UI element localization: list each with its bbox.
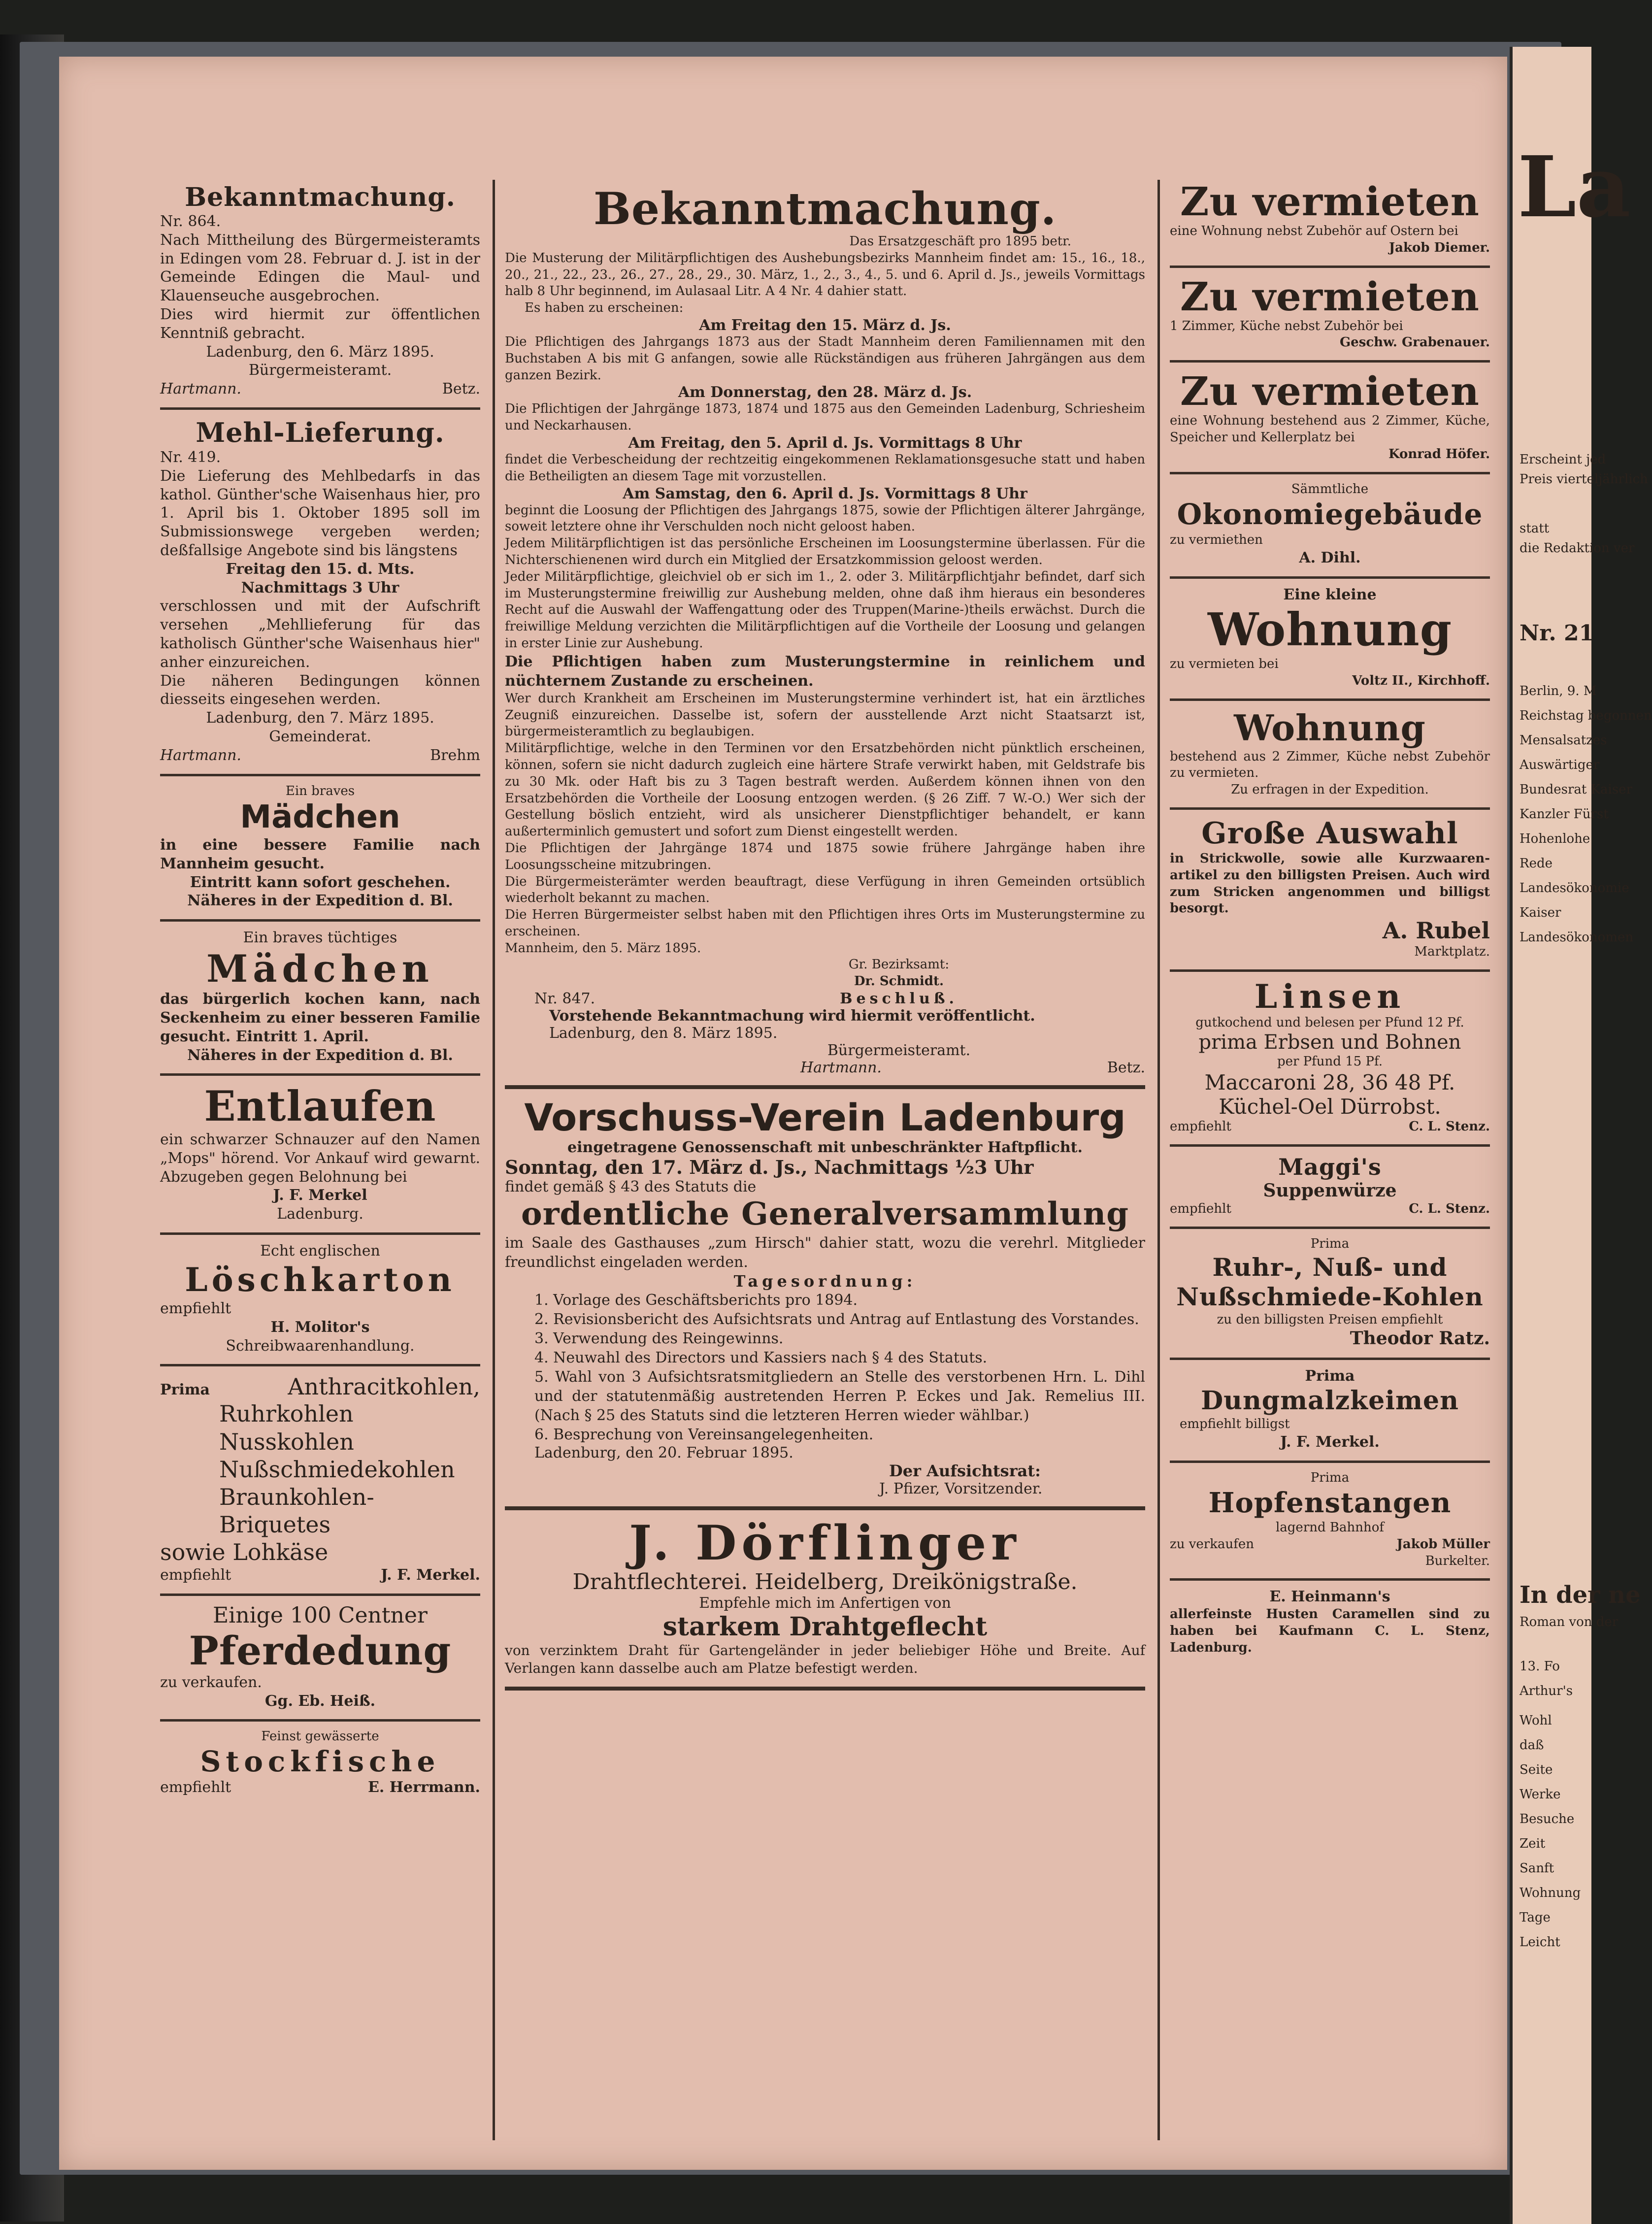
next-page-fragment: Reichstag begonnen bbox=[1520, 708, 1652, 723]
divider bbox=[160, 1593, 480, 1596]
notice-signature: Betz. bbox=[1107, 1059, 1145, 1077]
ad-text: eine Wohnung bestehend aus 2 Zimmer, Küche, Speicher und Kellerplatz bei bbox=[1170, 413, 1490, 445]
divider bbox=[1170, 266, 1490, 268]
ad-text: Empfehle mich im Anfertigen von bbox=[699, 1594, 951, 1612]
next-page-fragment: Landesökonomie bbox=[1520, 881, 1629, 896]
next-page-masthead: La bbox=[1518, 138, 1631, 236]
ad-text: in Strickwolle, sowie alle Kurzwaaren-artikel zu den billigsten Preisen. Auch wird zum Stricken angenommen und billigst besorgt. bbox=[1170, 851, 1490, 916]
ad-grosse-auswahl bbox=[1170, 817, 1490, 961]
next-page-fragment: Arthur's bbox=[1520, 1684, 1573, 1698]
notice-paragraph: Die Herren Bürgermeister selbst haben mit den Pflichtigen ihres Orts im Musterungstermine zu erscheinen. bbox=[505, 907, 1145, 939]
next-page-fragment: Berlin, 9. M bbox=[1520, 684, 1597, 698]
ad-hopfenstangen bbox=[1170, 1470, 1490, 1569]
notice-paragraph: Vorstehende Bekanntmachung wird hiermit veröffentlicht. bbox=[549, 1007, 1035, 1025]
ad-text: per Pfund 15 Pf. bbox=[1277, 1054, 1383, 1069]
ad-text: gutkochend und belesen per Pfund 12 Pf. bbox=[1195, 1015, 1464, 1030]
notice-signature: J. Pfizer, Vorsitzender. bbox=[879, 1480, 1043, 1498]
ad-text: ein schwarzer Schnauzer auf den Namen „Mops" hörend. Vor Ankauf wird gewarnt. Abzugeben gegen Belohnung bei bbox=[160, 1131, 480, 1186]
notice-paragraph: Die Pflichtigen des Jahrgangs 1873 aus der Stadt Mannheim deren Familiennamen mit den Buchstaben A bis mit G anfangen, sowie alle Rückständigen aus früheren Jahrgängen aus dem ganzen Bezirk. bbox=[505, 334, 1145, 383]
agenda-item: 1. Vorlage des Geschäftsberichts pro 1894. bbox=[534, 1292, 858, 1309]
ad-title: Zu vermieten bbox=[1180, 273, 1480, 320]
ad-item: Ruhrkohlen bbox=[219, 1400, 354, 1427]
notice-paragraph: Jeder Militärpflichtige, gleichviel ob er sich im 1., 2. oder 3. Militärpflichtjahr befindet, darf sich im Musterungstermine freiwillig zur Aushebung melden, ohne daß ihm hieraus ein besonderes Recht auf die Auswahl der Waffengattung oder des Truppen(Marine-)theils erwächst. Durch die freiwillige Meldung verzichten die Militärpflichtigen auf die Vortheile der Loosung und gelangen in erster Linie zur Aushebung. bbox=[505, 569, 1145, 651]
notice-subtitle: Das Ersatzgeschäft pro 1895 betr. bbox=[849, 234, 1071, 249]
ad-pretitle: Echt englischen bbox=[260, 1242, 380, 1260]
ad-signature: E. Herrmann. bbox=[367, 1778, 480, 1796]
next-page-fragment: Landesökonomen bbox=[1520, 930, 1634, 945]
next-page-fragment: In der ne bbox=[1520, 1581, 1641, 1609]
column-rule bbox=[1157, 180, 1160, 2140]
ad-title: Linsen bbox=[1254, 977, 1406, 1016]
ad-signature: Voltz II., Kirchhoff. bbox=[1352, 673, 1490, 688]
notice-signature: Hartmann. bbox=[800, 1059, 882, 1077]
ad-title: Hopfenstangen bbox=[1208, 1486, 1452, 1519]
agenda-item: 3. Verwendung des Reingewinns. bbox=[534, 1330, 784, 1348]
ad-text: prima Erbsen und Bohnen bbox=[1198, 1031, 1461, 1054]
next-page-fragment: Auswärtiger bbox=[1520, 758, 1600, 772]
notice-office: Der Aufsichtsrat: bbox=[889, 1461, 1041, 1481]
notice-signature: Hartmann. bbox=[160, 380, 241, 398]
ad-text: empfiehlt bbox=[160, 1300, 231, 1318]
ad-text: empfiehlt billigst bbox=[1180, 1417, 1290, 1432]
next-page-fragment: 13. Fo bbox=[1520, 1659, 1560, 1674]
ad-pretitle: Sämmtliche bbox=[1291, 481, 1369, 497]
ad-signature: J. F. Merkel. bbox=[1280, 1433, 1380, 1451]
notice-deadline: Nachmittags 3 Uhr bbox=[241, 579, 399, 597]
next-page-fragment: Wohnung bbox=[1520, 1886, 1581, 1900]
divider bbox=[160, 1232, 480, 1235]
ad-title: Zu vermieten bbox=[1180, 368, 1480, 415]
divider bbox=[160, 1073, 480, 1076]
next-page-fragment: Mensalsatzes bbox=[1520, 733, 1607, 748]
next-page-fragment: statt bbox=[1520, 521, 1550, 536]
ad-signature: J. F. Merkel. bbox=[381, 1566, 480, 1584]
notice-paragraph: findet gemäß § 43 des Statuts die bbox=[505, 1178, 757, 1196]
next-page-fragment: Rede bbox=[1520, 856, 1553, 871]
ad-text: empfiehlt bbox=[1170, 1119, 1231, 1134]
notice-title: Bekanntmachung. bbox=[185, 182, 456, 212]
notice-signature: Hartmann. bbox=[160, 746, 241, 764]
notice-paragraph: Es haben zu erscheinen: bbox=[525, 300, 684, 316]
ad-title: Pferdedung bbox=[189, 1627, 452, 1674]
notice-event: ordentliche Generalversammlung bbox=[521, 1195, 1129, 1233]
notice-date: Mannheim, den 5. März 1895. bbox=[505, 940, 701, 956]
agenda-item: 4. Neuwahl des Directors und Kassiers nach § 4 des Statuts. bbox=[534, 1349, 988, 1367]
ad-pretitle: Prima bbox=[1310, 1236, 1350, 1251]
notice-office: Gr. Bezirksamt: bbox=[848, 957, 950, 972]
divider bbox=[160, 919, 480, 922]
ad-signature: A. Dihl. bbox=[1299, 549, 1361, 566]
ad-title: Wohnung bbox=[1234, 706, 1426, 749]
notice-title: Mehl-Lieferung. bbox=[196, 416, 445, 448]
notice-paragraph: findet die Verbescheidung der rechtzeitig eingekommenen Reklamationsgesuche statt und haben die Betheiligten an diesem Tage mit vorzustellen. bbox=[505, 452, 1145, 484]
ad-item: Nusskohlen bbox=[219, 1428, 354, 1455]
ad-signature: Jakob Diemer. bbox=[1388, 240, 1490, 255]
ad-pretitle: Prima bbox=[1310, 1470, 1350, 1486]
next-page-fragment: Roman von der bbox=[1520, 1615, 1619, 1629]
agenda-item: 5. Wahl von 3 Aufsichtsratsmitgliedern an Stelle des verstorbenen Hrn. L. Dihl und der statutenmäßig austretenden Herren P. Eckes und Jak. Remelius III. (Nach § 25 des Statuts sind die letzteren Herren wieder wählbar.) bbox=[534, 1368, 1145, 1425]
ad-zu-vermieten-3 bbox=[1170, 369, 1490, 463]
divider bbox=[1170, 1144, 1490, 1147]
notice-paragraph: Die Pflichtigen haben zum Musterungstermine in reinlichem und nüchternem Zustande zu erscheinen. bbox=[505, 653, 1145, 690]
next-page-fragment: Sanft bbox=[1520, 1861, 1554, 1876]
notice-date: Ladenburg, den 20. Februar 1895. bbox=[534, 1444, 793, 1462]
ad-product: starkem Drahtgeflecht bbox=[662, 1611, 988, 1642]
next-page-fragment: Preis vierteljährlich bbox=[1520, 472, 1648, 487]
divider bbox=[160, 1364, 480, 1366]
notice-subtitle: eingetragene Genossenschaft mit unbeschränkter Haftpflicht. bbox=[567, 1139, 1083, 1157]
ad-title: Mädchen bbox=[240, 799, 400, 836]
agenda-title: Tagesordnung: bbox=[733, 1272, 917, 1291]
divider bbox=[160, 774, 480, 776]
ad-subtitle: Suppenwürze bbox=[1263, 1180, 1397, 1201]
notice-text: Nach Mittheilung des Bürgermeisteramts in Edingen vom 28. Februar d. J. ist in der Gemeinde Edingen die Maul- und Klauenseuche ausgebrochen. bbox=[160, 231, 480, 305]
ad-signature: Gg. Eb. Heiß. bbox=[264, 1692, 376, 1710]
ad-title: J. Dörflinger bbox=[629, 1515, 1021, 1571]
ad-signature: J. F. Merkel bbox=[273, 1187, 367, 1204]
next-page-fragment: Leicht bbox=[1520, 1935, 1560, 1950]
ad-title: Mädchen bbox=[206, 946, 434, 991]
ad-husten-caramellen bbox=[1170, 1588, 1490, 1656]
divider bbox=[160, 407, 480, 410]
ad-doerflinger bbox=[505, 1517, 1145, 1677]
notice-number: Nr. 847. bbox=[534, 990, 595, 1008]
ad-linsen bbox=[1170, 979, 1490, 1135]
ad-title: Wohnung bbox=[1207, 603, 1453, 657]
ad-pferdedung bbox=[160, 1603, 480, 1711]
notice-paragraph: Wer durch Krankheit am Erscheinen im Musterungstermine verhindert ist, hat ein ärztliches Zeugniß einzureichen. Dasselbe ist, sofern der ausstellende Arzt nicht Staatsarzt ist, bürgermeisteramtlich zu beglaubigen. bbox=[505, 691, 1145, 739]
next-page-edge bbox=[1510, 47, 1652, 2224]
ad-item: Anthracitkohlen, bbox=[288, 1373, 480, 1400]
notice-signature: Dr. Schmidt. bbox=[854, 974, 944, 989]
divider bbox=[160, 1719, 480, 1722]
ad-place: Ladenburg. bbox=[277, 1205, 363, 1223]
ad-title: Okonomiegebäude bbox=[1177, 498, 1483, 531]
ad-pretitle: Ein braves bbox=[285, 783, 355, 798]
divider bbox=[505, 1687, 1145, 1691]
divider bbox=[1170, 969, 1490, 972]
ad-signature: A. Rubel bbox=[1382, 917, 1490, 944]
next-page-fragment: daß bbox=[1520, 1738, 1544, 1753]
ad-pretitle: Feinst gewässerte bbox=[261, 1729, 379, 1744]
next-page-fragment: Erscheint jed bbox=[1520, 452, 1606, 467]
ad-text: in eine bessere Familie nach Mannheim gesucht. bbox=[160, 836, 480, 872]
ad-text: empfiehlt bbox=[1170, 1201, 1231, 1216]
ad-maggi bbox=[1170, 1154, 1490, 1218]
notice-musterung bbox=[505, 185, 1145, 1076]
ad-firm: Schreibwaarenhandlung. bbox=[226, 1337, 415, 1355]
ad-title: Löschkarton bbox=[185, 1260, 456, 1299]
divider bbox=[1170, 360, 1490, 363]
divider bbox=[1170, 1227, 1490, 1229]
notice-deadline: Freitag den 15. d. Mts. bbox=[226, 560, 415, 578]
notice-office: Bürgermeisteramt. bbox=[827, 1042, 971, 1060]
ad-dungmalzkeimen bbox=[1170, 1367, 1490, 1452]
column-rule bbox=[493, 180, 495, 2140]
notice-paragraph: Jedem Militärpflichtigen ist das persönliche Erscheinen im Loosungstermine überlassen. Für die Nichterschienenen wird durch ein Mitglied der Ersatzkommission geloost werden. bbox=[505, 536, 1145, 567]
ad-pretitle: Eine kleine bbox=[1283, 586, 1377, 603]
ad-signature: C. L. Stenz. bbox=[1409, 1201, 1490, 1216]
notice-text: verschlossen und mit der Aufschrift versehen „Mehllieferung für das katholisch Günther'sche Waisenhaus hier" anher einzureichen. bbox=[160, 597, 480, 671]
ad-item: sowie Lohkäse bbox=[160, 1538, 329, 1565]
next-page-fragment: Hohenlohe bbox=[1520, 831, 1590, 846]
newspaper-page bbox=[59, 57, 1507, 2170]
divider bbox=[505, 1506, 1145, 1510]
notice-paragraph: beginnt die Loosung der Pflichtigen des Jahrgangs 1875, sowie der Pflichtigen älterer Jahrgänge, soweit letztere ohne ihr Verschulden noch nicht geloost haben. bbox=[505, 502, 1145, 534]
notice-text: Die näheren Bedingungen können diesseits eingesehen werden. bbox=[160, 672, 480, 708]
next-page-fragment: Wohl bbox=[1520, 1713, 1552, 1728]
ad-text: Näheres in der Expedition d. Bl. bbox=[187, 892, 453, 910]
ad-signature: C. L. Stenz. bbox=[1409, 1119, 1490, 1134]
notice-paragraph: Die Bürgermeisterämter werden beauftragt, diese Verfügung in ihren Gemeinden ortsüblich wiederholt bekannt zu machen. bbox=[505, 874, 1145, 906]
notice-date-line: Am Samstag, den 6. April d. Js. Vormittags 8 Uhr bbox=[623, 485, 1027, 502]
ad-pretitle: Prima bbox=[160, 1381, 210, 1399]
ad-text: Zu erfragen in der Expedition. bbox=[1231, 782, 1429, 797]
next-page-fragment: Kaiser bbox=[1520, 905, 1561, 920]
ad-signature: Konrad Höfer. bbox=[1388, 446, 1490, 462]
agenda-item: 2. Revisionsbericht des Aufsichtsrats und Antrag auf Entlastung des Vorstandes. bbox=[534, 1311, 1139, 1328]
ad-title: Maggi's bbox=[1278, 1153, 1382, 1180]
notice-text: Dies wird hiermit zur öffentlichen Kenntniß gebracht. bbox=[160, 305, 480, 342]
notice-title: Bekanntmachung. bbox=[593, 183, 1057, 235]
next-page-fragment: Seite bbox=[1520, 1762, 1553, 1777]
notice-date-line: Am Freitag den 15. März d. Js. bbox=[699, 316, 951, 334]
ad-maedchen-2 bbox=[160, 929, 480, 1064]
notice-date: Ladenburg, den 8. März 1895. bbox=[549, 1025, 778, 1042]
ad-text: lagernd Bahnhof bbox=[1275, 1520, 1385, 1535]
ad-text: Näheres in der Expedition d. Bl. bbox=[187, 1046, 453, 1064]
ad-kleine-wohnung bbox=[1170, 586, 1490, 690]
ad-text: von verzinktem Draht für Gartengeländer in jeder beliebiger Höhe und Breite. Auf Verlangen kann dasselbe auch am Platze befestigt werden. bbox=[505, 1642, 1145, 1677]
divider bbox=[1170, 472, 1490, 474]
ad-ruhrkohlen bbox=[1170, 1236, 1490, 1349]
ad-signature: Jakob Müller bbox=[1396, 1536, 1490, 1552]
divider bbox=[1170, 1358, 1490, 1360]
ad-text: zu vermiethen bbox=[1170, 532, 1263, 547]
notice-number: Nr. 864. bbox=[160, 213, 221, 230]
notice-date: Ladenburg, den 6. März 1895. bbox=[206, 343, 434, 361]
notice-paragraph: Militärpflichtige, welche in den Terminen vor den Ersatzbehörden nicht pünktlich erscheinen, können, sofern sie nicht dadurch zugleich eine härtere Strafe verwirkt haben, mit Geldstrafe bis zu 30 Mk. oder Haft bis zu 3 Tagen bestraft werden. Außerdem können ihnen von den Ersatzbehörden die Vortheile der Loosung entzogen werden. (§ 26 Ziff. 7 W.-O.) Wer sich der Gestellung böslich entzieht, wird als unsicherer Dienstpflichtiger behandelt, er kann außerterminlich gemustert und sofort zum Dienst eingestellt werden. bbox=[505, 741, 1145, 839]
ad-subtitle: Drahtflechterei. Heidelberg, Dreikönigstraße. bbox=[572, 1569, 1078, 1594]
ad-loeschkarton bbox=[160, 1242, 480, 1355]
ad-text: eine Wohnung nebst Zubehör auf Ostern bei bbox=[1170, 224, 1458, 238]
notice-seuche bbox=[160, 182, 480, 398]
ad-text: empfiehlt bbox=[160, 1566, 231, 1584]
ad-title: Stockfische bbox=[200, 1745, 440, 1779]
next-page-fragment: Besuche bbox=[1520, 1812, 1575, 1826]
notice-date-line: Am Freitag, den 5. April d. Js. Vormittags 8 Uhr bbox=[628, 434, 1022, 452]
ad-wohnung bbox=[1170, 708, 1490, 798]
ad-firm: H. Molitor's bbox=[270, 1318, 370, 1336]
notice-date-line: Sonntag, den 17. März d. Js., Nachmittags ½3 Uhr bbox=[505, 1156, 1034, 1179]
notice-paragraph: Die Pflichtigen der Jahrgänge 1873, 1874 und 1875 aus den Gemeinden Ladenburg, Schriesheim und Neckarhausen. bbox=[505, 401, 1145, 433]
divider bbox=[1170, 1578, 1490, 1581]
ad-pretitle: Einige 100 Centner bbox=[213, 1602, 428, 1628]
ad-stockfische bbox=[160, 1728, 480, 1796]
ad-pretitle: Prima bbox=[1305, 1367, 1355, 1385]
notice-mehl bbox=[160, 417, 480, 765]
next-page-fragment: die Redaktion ver bbox=[1520, 541, 1635, 556]
ad-text: zu den billigsten Preisen empfiehlt bbox=[1217, 1312, 1443, 1327]
ad-entlaufen bbox=[160, 1083, 480, 1224]
ad-pretitle: Ein braves tüchtiges bbox=[243, 929, 397, 947]
ad-kohlen bbox=[160, 1373, 480, 1584]
divider bbox=[505, 1085, 1145, 1089]
ad-oekonomiegebaeude bbox=[1170, 481, 1490, 567]
ad-text: empfiehlt bbox=[160, 1778, 231, 1796]
ad-title: E. Heinmann's bbox=[1269, 1588, 1390, 1606]
notice-title: Vorschuss-Verein Ladenburg bbox=[524, 1095, 1126, 1140]
next-page-fragment: Bundesrat Kaiser bbox=[1520, 782, 1633, 797]
ad-text: das bürgerlich kochen kann, nach Seckenheim zu einer besseren Familie gesucht. Eintritt 1. April. bbox=[160, 991, 480, 1045]
ad-title: Dungmalzkeimen bbox=[1201, 1386, 1459, 1416]
ad-text: Küchel-Oel Dürrobst. bbox=[1219, 1095, 1441, 1119]
notice-office: Gemeinderat. bbox=[269, 728, 371, 745]
notice-vorschuss-verein bbox=[505, 1096, 1145, 1497]
ad-signature: Theodor Ratz. bbox=[1350, 1328, 1490, 1349]
ad-text: zu vermieten bei bbox=[1170, 657, 1279, 672]
notice-signature: Brehm bbox=[430, 746, 480, 764]
left-column bbox=[160, 182, 480, 1797]
ad-place: Marktplatz. bbox=[1414, 944, 1490, 960]
ad-place: Burkelter. bbox=[1425, 1553, 1490, 1568]
ad-title: Ruhr-, Nuß- und Nußschmiede-Kohlen bbox=[1176, 1252, 1484, 1311]
next-page-fragment: Tage bbox=[1520, 1910, 1551, 1925]
ad-text: bestehend aus 2 Zimmer, Küche nebst Zubehör zu vermieten. bbox=[1170, 749, 1490, 781]
right-column bbox=[1170, 180, 1490, 1657]
ad-text: allerfeinste Husten Caramellen sind zu haben bei Kaufmann C. L. Stenz, Ladenburg. bbox=[1170, 1607, 1490, 1655]
ad-text: Maccaroni 28, 36 48 Pf. bbox=[1204, 1070, 1455, 1095]
ad-maedchen-1 bbox=[160, 783, 480, 911]
middle-column bbox=[505, 185, 1145, 1697]
divider bbox=[1170, 807, 1490, 810]
ad-title: Zu vermieten bbox=[1180, 178, 1480, 225]
divider bbox=[1170, 1461, 1490, 1463]
ad-signature: Geschw. Grabenauer. bbox=[1339, 335, 1490, 350]
notice-signature: Betz. bbox=[442, 380, 480, 398]
ad-zu-vermieten-1 bbox=[1170, 180, 1490, 257]
next-page-fragment: Werke bbox=[1520, 1787, 1561, 1802]
ad-title: Große Auswahl bbox=[1201, 816, 1458, 851]
ad-text: zu verkaufen bbox=[1170, 1536, 1254, 1552]
divider bbox=[1170, 576, 1490, 579]
ad-text: zu verkaufen. bbox=[160, 1673, 262, 1691]
notice-paragraph: im Saale des Gasthauses „zum Hirsch" dahier statt, wozu die verehrl. Mitglieder freundlichst eingeladen werden. bbox=[505, 1234, 1145, 1271]
notice-paragraph: Die Musterung der Militärpflichtigen des Aushebungsbezirks Mannheim findet am: 15., 16., 18., 20., 21., 22., 23., 26., 27., 28., 29., 30. März, 1., 2., 3., 4., 5. und 6. April d. Js., jeweils Vormittags halb 8 Uhr beginnend, im Aulasaal Litr. A 4 Nr. 4 dahier statt. bbox=[505, 250, 1145, 299]
notice-paragraph: Die Pflichtigen der Jahrgänge 1874 und 1875 sowie frühere Jahrgänge haben ihre Loosungsscheine mitzubringen. bbox=[505, 840, 1145, 872]
notice-office: Bürgermeisteramt. bbox=[248, 362, 392, 379]
notice-number: Nr. 419. bbox=[160, 448, 221, 466]
next-page-fragment: Kanzler Fürst bbox=[1520, 807, 1609, 822]
notice-date-line: Am Donnerstag, den 28. März d. Js. bbox=[678, 384, 972, 401]
ad-zu-vermieten-2 bbox=[1170, 275, 1490, 352]
next-page-fragment: Zeit bbox=[1520, 1836, 1546, 1851]
agenda-item: 6. Besprechung von Vereinsangelegenheiten. bbox=[534, 1426, 874, 1444]
notice-subtitle: Beschluß. bbox=[840, 990, 958, 1008]
notice-date: Ladenburg, den 7. März 1895. bbox=[206, 709, 434, 727]
ad-text: Eintritt kann sofort geschehen. bbox=[190, 873, 451, 891]
next-page-fragment: Nr. 21 bbox=[1520, 621, 1594, 646]
divider bbox=[1170, 698, 1490, 701]
ad-title: Entlaufen bbox=[204, 1082, 436, 1131]
ad-text: 1 Zimmer, Küche nebst Zubehör bei bbox=[1170, 318, 1403, 333]
ad-item: Braunkohlen-Briquetes bbox=[219, 1483, 374, 1538]
notice-text: Die Lieferung des Mehlbedarfs in das kathol. Günther'sche Waisenhaus hier, pro 1. April bis 1. Oktober 1895 soll im Submissionswege vergeben werden; deßfallsige Angebote sind bis längstens bbox=[160, 467, 480, 559]
ad-item: Nußschmiedekohlen bbox=[219, 1456, 455, 1483]
